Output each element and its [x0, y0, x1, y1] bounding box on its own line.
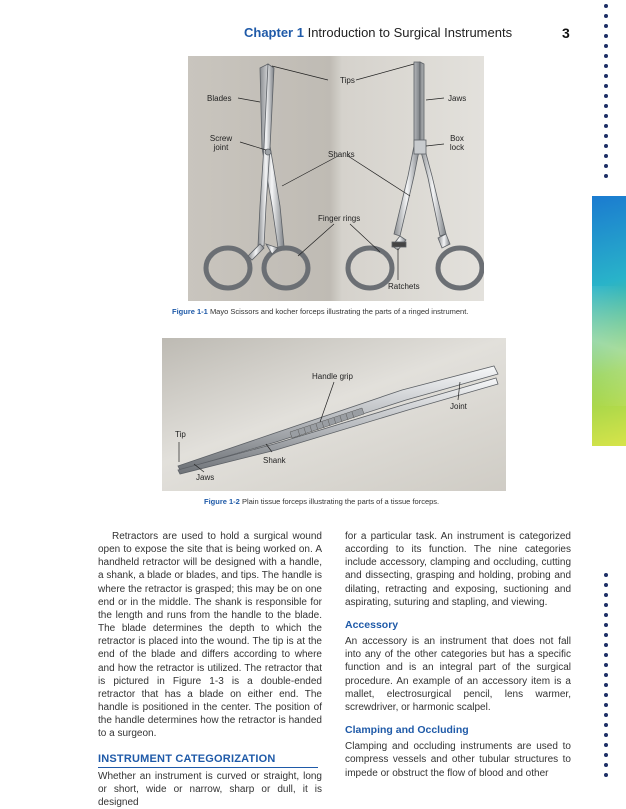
label-blades: Blades — [207, 94, 232, 103]
chapter-title: Introduction to Surgical Instruments — [307, 25, 513, 40]
figure-1-1-caption-text: Mayo Scissors and kocher forceps illustrating the parts of a ringed instrument. — [209, 307, 469, 316]
figure-1-1-caption-label: Figure 1-1 — [172, 307, 208, 316]
label-jaws-forceps: Jaws — [196, 473, 215, 482]
label-screw-joint — [204, 134, 238, 152]
clamping-heading: Clamping and Occluding — [345, 724, 469, 737]
retractors-paragraph: Retractors are used to hold a surgical wound open to expose the site that is being worked on. A handheld retractor will be designed with a handle, a shank, a blade or blades, and tips. The handle is where the retractor is grasped; this may be on one end or in the middle. The shank is responsible for the length and runs from the handle to the blade. The blade determines the depth to which the retractor is placed into the wound. The tip is at the end of the blade and differs according to where and how the retractor is utilized. The retractor that is pictured in Figure 1-3 is a double-ended retractor that has a blade on either end. The handle is positioned in the center. The position of the handle determines how the retractor is handed to a surgeon. — [98, 531, 322, 740]
label-screw-joint-line1: Screw — [209, 134, 233, 143]
label-tips: Tips — [340, 76, 355, 85]
figure-1-2-caption — [204, 497, 439, 506]
label-jaws: Jaws — [448, 94, 467, 103]
label-box-lock-line1: Box — [450, 134, 464, 143]
ringed-instruments-illustration — [188, 56, 484, 301]
label-screw-joint-line2: joint — [213, 143, 229, 152]
edge-dots-top — [603, 4, 609, 184]
left-text-column — [98, 530, 322, 809]
figure-1-1-photo — [188, 56, 484, 301]
page-number: 3 — [562, 25, 570, 41]
label-joint: Joint — [450, 402, 467, 411]
chapter-heading — [244, 25, 512, 40]
figure-1-2-caption-label: Figure 1-2 — [204, 497, 240, 506]
label-shanks: Shanks — [328, 150, 355, 159]
label-tip: Tip — [175, 430, 186, 439]
instrument-categorization-heading: INSTRUMENT CATEGORIZATION — [98, 753, 318, 768]
edge-dots-bottom — [603, 573, 609, 783]
clamping-paragraph: Clamping and occluding instruments are used to compress vessels and other tubular structures to impede or obstruct the flow of blood and other — [345, 741, 571, 779]
label-box-lock — [444, 134, 470, 152]
label-finger-rings: Finger rings — [318, 214, 361, 223]
tissue-forceps — [178, 366, 498, 474]
label-box-lock-line2: lock — [449, 143, 465, 152]
categories-paragraph: for a particular task. An instrument is categorized according to its function. The nine categories include accessory, clamping and occluding, cutting and dissecting, grasping and holding, probing and dilating, retracting and exposing, suctioning and aspirating, suturing and stapling, and viewing. — [345, 531, 571, 608]
label-shank: Shank — [263, 456, 286, 465]
right-text-column — [345, 530, 571, 780]
figure-1-2-caption-text: Plain tissue forceps illustrating the parts of a tissue forceps. — [241, 497, 440, 506]
figure-1-2-photo — [162, 338, 506, 491]
categorization-paragraph: Whether an instrument is curved or straight, long or short, wide or narrow, sharp or dull, it is designed — [98, 770, 322, 808]
accessory-paragraph: An accessory is an instrument that does not fall into any of the other categories but has a specific function and is an integral part of the surgical procedure. An example of an accessory item is a mallet, electrosurgical pencil, lens warmer, screwdriver, or harmonic scalpel. — [345, 636, 571, 713]
tissue-forceps-illustration — [162, 338, 506, 491]
label-handle-grip: Handle grip — [312, 372, 353, 381]
figure-1-1-caption — [172, 307, 468, 316]
color-tab-band — [592, 196, 626, 446]
chapter-label: Chapter 1 — [244, 25, 304, 40]
running-header — [0, 25, 626, 45]
label-ratchets: Ratchets — [388, 282, 420, 291]
accessory-heading: Accessory — [345, 618, 399, 631]
